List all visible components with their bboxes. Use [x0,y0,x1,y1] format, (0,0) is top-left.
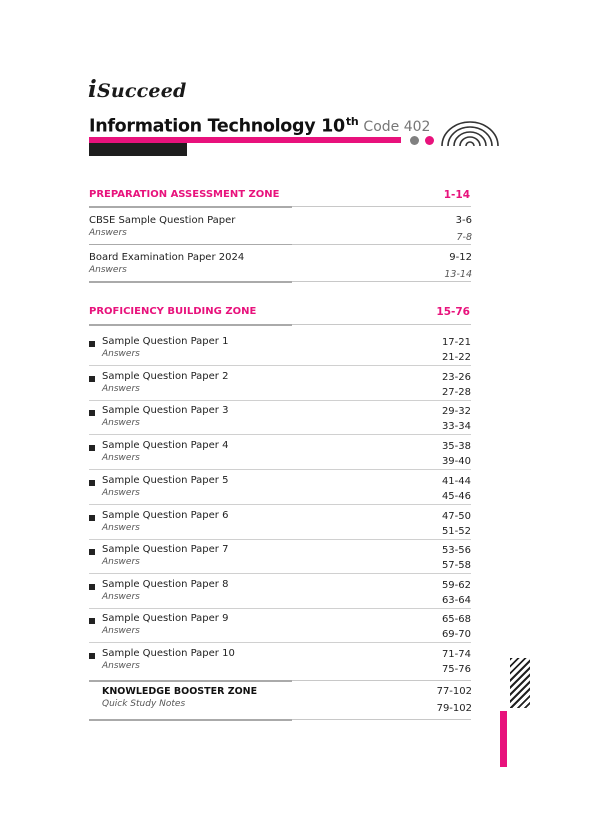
toc-item-pages: 71-74 [441,649,471,660]
gray-dot-icon [410,136,419,145]
bullet-square-icon [89,341,95,347]
bullet-square-icon [89,653,95,659]
toc-item-pages: 9-12 [449,252,472,263]
toc-item-title: Sample Question Paper 6 [102,510,229,521]
zone-divider [89,719,292,721]
toc-item-title: Board Examination Paper 2024 [89,252,245,263]
toc-item-title: CBSE Sample Question Paper [89,215,236,226]
item-divider [89,244,292,245]
toc-item-sub: Answers [102,418,140,428]
item-divider [89,642,471,643]
zone-divider [89,281,292,283]
list-item [89,405,471,439]
toc-item-subpages: 57-58 [441,560,471,571]
knowledge-zone-title: KNOWLEDGE BOOSTER ZONE [102,686,258,697]
toc-item-subpages: 39-40 [441,456,471,467]
item-divider [89,434,471,435]
zone-range-preparation: 1-14 [443,189,470,201]
list-item [89,510,471,544]
zone-divider [292,206,471,207]
toc-item-subpages: 69-70 [441,629,471,640]
toc-item-subpages: 45-46 [441,491,471,502]
toc-item-sub: Answers [102,557,140,567]
toc-item-title: Sample Question Paper 5 [102,475,229,486]
concentric-arcs-icon [438,118,502,148]
toc-item-title: Sample Question Paper 7 [102,544,229,555]
zone-divider [292,324,471,325]
toc-item-sub: Answers [102,453,140,463]
zone-title-preparation: PREPARATION ASSESSMENT ZONE [89,189,280,200]
list-item [89,336,471,370]
brand-logo [88,76,186,103]
bullet-square-icon [89,410,95,416]
toc-item-pages: 59-62 [441,580,471,591]
toc-item-title: Sample Question Paper 3 [102,405,229,416]
item-divider [292,244,471,245]
toc-item-sub: Answers [102,349,140,359]
header-dark-bar [89,143,187,156]
zone-title-proficiency: PROFICIENCY BUILDING ZONE [89,306,257,317]
toc-item-subpages: 33-34 [441,421,471,432]
bullet-square-icon [89,480,95,486]
toc-item-pages: 47-50 [441,511,471,522]
side-accent-bar [500,711,507,767]
item-divider [89,504,471,505]
list-item [89,544,471,578]
hatch-pattern-decoration [510,658,530,708]
toc-item-sub: Answers [102,384,140,394]
toc-item-subpages: 13-14 [444,269,472,280]
toc-item-pages: 3-6 [455,215,472,226]
toc-item-subpages: 7-8 [456,232,472,243]
zone-divider [292,281,471,282]
toc-item-subpages: 75-76 [441,664,471,675]
bullet-square-icon [89,445,95,451]
toc-item-subpages: 21-22 [441,352,471,363]
toc-item-sub: Answers [102,488,140,498]
toc-item-sub: Answers [102,523,140,533]
item-divider [89,400,471,401]
toc-item-pages: 41-44 [441,476,471,487]
toc-item-title: Sample Question Paper 1 [102,336,229,347]
zone-divider [89,206,292,208]
zone-divider [292,719,471,720]
zone-range-proficiency: 15-76 [436,306,470,318]
item-divider [89,573,471,574]
toc-item-pages: 53-56 [441,545,471,556]
zone-divider [89,324,292,326]
brand-i: i [88,76,97,103]
toc-item-pages: 23-26 [441,372,471,383]
item-divider [89,469,471,470]
toc-item-pages: 65-68 [441,614,471,625]
toc-item-title: Sample Question Paper 2 [102,371,229,382]
page-header [89,115,430,136]
zone-divider [292,680,471,681]
toc-item-sub: Answers [102,661,140,671]
toc-item-pages: 17-21 [441,337,471,348]
toc-item-title: Sample Question Paper 10 [102,648,235,659]
page-title: Information Technology 10 [89,116,345,137]
toc-item-subpages: 51-52 [441,526,471,537]
bullet-square-icon [89,584,95,590]
zone-divider [89,680,292,682]
knowledge-zone-sub: Quick Study Notes [102,699,186,709]
knowledge-zone-pages: 77-102 [436,686,472,697]
bullet-square-icon [89,376,95,382]
toc-item-sub: Answers [102,592,140,602]
toc-item-title: Sample Question Paper 9 [102,613,229,624]
item-divider [89,539,471,540]
toc-item-title: Sample Question Paper 4 [102,440,229,451]
list-item [89,579,471,613]
bullet-square-icon [89,549,95,555]
bullet-square-icon [89,618,95,624]
toc-item-title: Sample Question Paper 8 [102,579,229,590]
title-superscript: th [345,115,359,128]
toc-item-sub: Answers [102,626,140,636]
item-divider [89,608,471,609]
list-item [89,613,471,647]
pink-dot-icon [425,136,434,145]
list-item [89,371,471,405]
list-item [89,440,471,474]
item-divider [89,365,471,366]
toc-item-pages: 35-38 [441,441,471,452]
knowledge-zone-subpages: 79-102 [436,703,472,714]
toc-item-pages: 29-32 [441,406,471,417]
toc-item-subpages: 63-64 [441,595,471,606]
toc-item-sub: Answers [89,265,127,275]
list-item [89,475,471,509]
brand-name: Succeed [96,80,187,102]
toc-item-sub: Answers [89,228,127,238]
subject-code: Code 402 [363,119,431,136]
toc-item-subpages: 27-28 [441,387,471,398]
bullet-square-icon [89,515,95,521]
list-item [89,648,471,682]
